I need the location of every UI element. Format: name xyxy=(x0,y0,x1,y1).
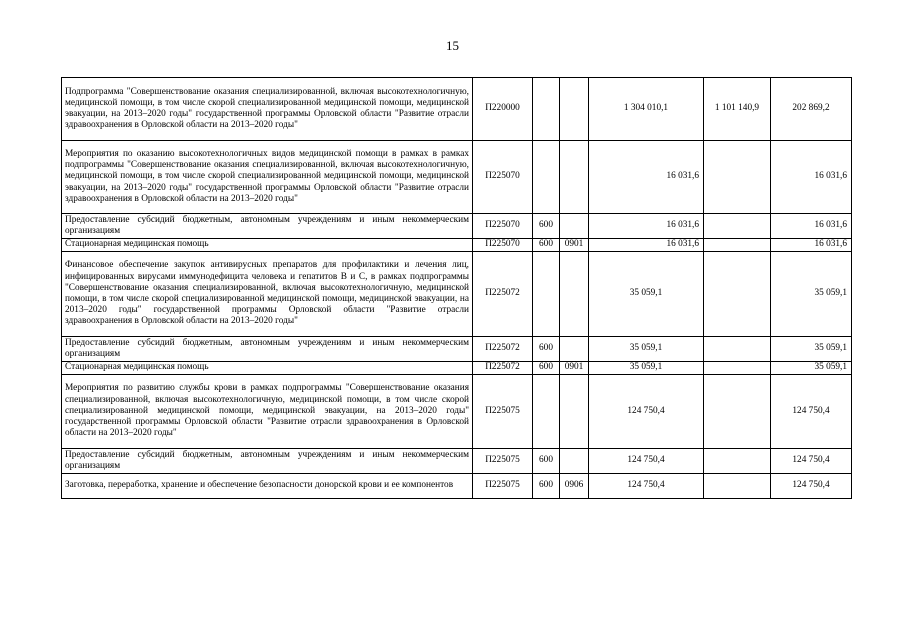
row-code: П225072 xyxy=(473,337,533,362)
table-row xyxy=(62,375,852,449)
row-federal xyxy=(704,337,771,362)
table-row xyxy=(62,449,852,474)
table-row xyxy=(62,78,852,141)
row-total: 1 304 010,1 xyxy=(589,78,704,141)
row-total: 16 031,6 xyxy=(589,141,704,214)
row-type: 600 xyxy=(533,214,560,239)
row-section xyxy=(560,141,589,214)
row-code: П225070 xyxy=(473,239,533,252)
row-name: Мероприятия по развитию службы крови в рамках подпрограммы "Совершенствование оказания специализированной, включая высокотехнологичную, медицинской помощи, в том числе скорой специализированной медицинской помощи, медицинской эвакуации, на 2013–2020 годы" государственной программы Орловской области "Развитие отрасли здравоохранения в Орловской области на 2013–2020 годы" xyxy=(62,375,473,449)
row-regional: 16 031,6 xyxy=(771,239,852,252)
row-type: 600 xyxy=(533,239,560,252)
row-code: П225075 xyxy=(473,474,533,499)
row-regional: 124 750,4 xyxy=(771,449,852,474)
row-type xyxy=(533,252,560,337)
row-name: Стационарная медицинская помощь xyxy=(62,239,473,252)
table-row xyxy=(62,337,852,362)
row-name: Мероприятия по оказанию высокотехнологичных видов медицинской помощи в рамках в рамках подпрограммы "Совершенствование оказания специализированной, включая высокотехнологичную, медицинской помощи, в том числе скорой специализированной медицинской помощи, медицинской эвакуации, на 2013–2020 годы" государственной программы Орловской области "Развитие отрасли здравоохранения в Орловской области на 2013–2020 годы" xyxy=(62,141,473,214)
row-total: 35 059,1 xyxy=(589,252,704,337)
row-section: 0901 xyxy=(560,239,589,252)
row-code: П225072 xyxy=(473,362,533,375)
row-regional: 16 031,6 xyxy=(771,141,852,214)
row-code: П225075 xyxy=(473,449,533,474)
row-type: 600 xyxy=(533,474,560,499)
row-federal xyxy=(704,141,771,214)
row-type: 600 xyxy=(533,337,560,362)
row-section xyxy=(560,375,589,449)
table-row xyxy=(62,141,852,214)
row-regional: 124 750,4 xyxy=(771,375,852,449)
row-type xyxy=(533,375,560,449)
row-regional: 35 059,1 xyxy=(771,252,852,337)
row-name: Стационарная медицинская помощь xyxy=(62,362,473,375)
table-row xyxy=(62,362,852,375)
row-federal: 1 101 140,9 xyxy=(704,78,771,141)
row-total: 124 750,4 xyxy=(589,375,704,449)
row-section: 0901 xyxy=(560,362,589,375)
row-code: П225072 xyxy=(473,252,533,337)
table-row xyxy=(62,474,852,499)
row-total: 16 031,6 xyxy=(589,239,704,252)
row-type xyxy=(533,141,560,214)
row-code: П225070 xyxy=(473,214,533,239)
row-regional: 35 059,1 xyxy=(771,337,852,362)
row-total: 35 059,1 xyxy=(589,337,704,362)
row-total: 124 750,4 xyxy=(589,449,704,474)
row-name: Предоставление субсидий бюджетным, автономным учреждениям и иным некоммерческим организациям xyxy=(62,337,473,362)
budget-table xyxy=(61,77,852,499)
row-federal xyxy=(704,474,771,499)
row-name: Предоставление субсидий бюджетным, автономным учреждениям и иным некоммерческим организациям xyxy=(62,449,473,474)
row-regional: 124 750,4 xyxy=(771,474,852,499)
row-federal xyxy=(704,239,771,252)
row-federal xyxy=(704,214,771,239)
row-section: 0906 xyxy=(560,474,589,499)
row-code: П225075 xyxy=(473,375,533,449)
row-federal xyxy=(704,375,771,449)
row-regional: 202 869,2 xyxy=(771,78,852,141)
row-regional: 35 059,1 xyxy=(771,362,852,375)
row-total: 124 750,4 xyxy=(589,474,704,499)
row-name: Финансовое обеспечение закупок антивирусных препаратов для профилактики и лечения лиц, инфицированных вирусами иммунодефицита человека и гепатитов В и С, в рамках подпрограммы "Совершенствование оказания специализированной, включая высокотехнологичную, медицинской помощи, в том числе скорой специализированной медицинской помощи, медицинской эвакуации, на 2013–2020 годы" государственной программы Орловской области "Развитие отрасли здравоохранения в Орловской области на 2013–2020 годы" xyxy=(62,252,473,337)
row-name: Предоставление субсидий бюджетным, автономным учреждениям и иным некоммерческим организациям xyxy=(62,214,473,239)
row-section xyxy=(560,252,589,337)
row-type: 600 xyxy=(533,362,560,375)
row-section xyxy=(560,337,589,362)
page-number: 15 xyxy=(446,38,459,53)
row-federal xyxy=(704,449,771,474)
row-section xyxy=(560,78,589,141)
row-type xyxy=(533,78,560,141)
row-code: П220000 xyxy=(473,78,533,141)
row-federal xyxy=(704,252,771,337)
row-name: Подпрограмма "Совершенствование оказания специализированной, включая высокотехнологичную, медицинской помощи, в том числе скорой специализированной медицинской помощи, медицинской эвакуации, на 2013–2020 годы" государственной программы Орловской области "Развитие отрасли здравоохранения в Орловской области на 2013–2020 годы" xyxy=(62,78,473,141)
row-name: Заготовка, переработка, хранение и обеспечение безопасности донорской крови и ее компонентов xyxy=(62,474,473,499)
row-code: П225070 xyxy=(473,141,533,214)
row-total: 16 031,6 xyxy=(589,214,704,239)
row-section xyxy=(560,214,589,239)
row-total: 35 059,1 xyxy=(589,362,704,375)
table-row xyxy=(62,214,852,239)
row-type: 600 xyxy=(533,449,560,474)
row-federal xyxy=(704,362,771,375)
table-row xyxy=(62,252,852,337)
table-row xyxy=(62,239,852,252)
row-regional: 16 031,6 xyxy=(771,214,852,239)
row-section xyxy=(560,449,589,474)
